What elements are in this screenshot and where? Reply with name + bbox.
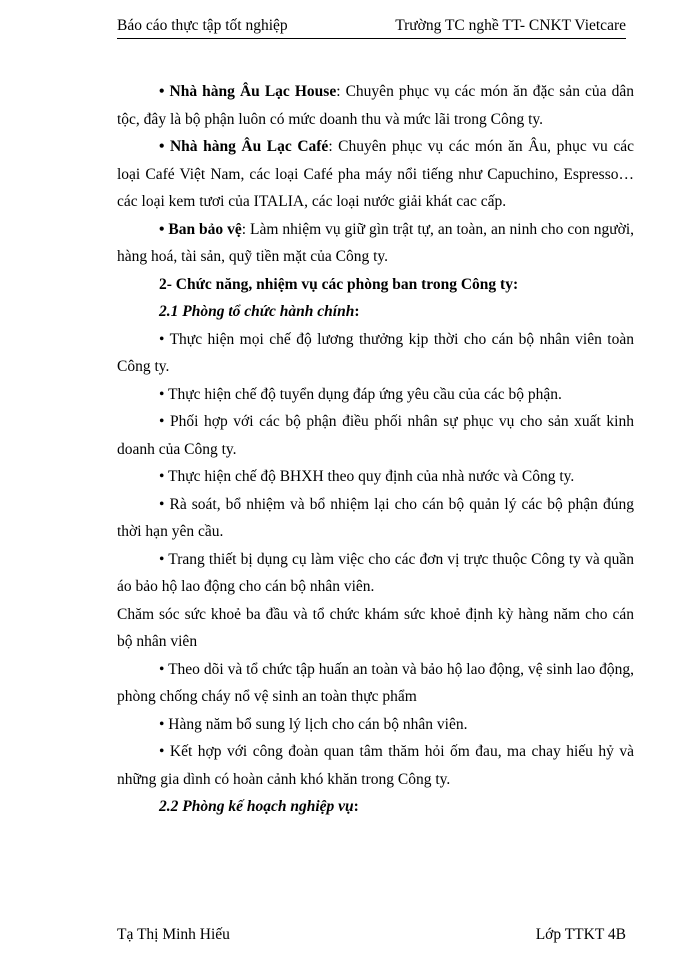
subheading-phong-to-chuc-title: 2.1 Phòng tổ chức hành chính	[159, 303, 355, 320]
paragraph-au-lac-cafe	[117, 133, 634, 216]
footer-author: Tạ Thị Minh Hiếu	[117, 926, 230, 943]
list-item: • Rà soát, bổ nhiệm và bổ nhiệm lại cho cán bộ quản lý các bộ phận đúng thời hạn yên cầu.	[117, 495, 634, 540]
header-report-title: Báo cáo thực tập tốt nghiệp	[117, 17, 288, 34]
list-item: • Kết hợp với công đoàn quan tâm thăm hỏi ốm đau, ma chay hiếu hỷ và những gia dình có hoàn cảnh khó khăn trong Công ty.	[117, 743, 634, 788]
term-au-lac-cafe: • Nhà hàng Âu Lạc Café	[159, 138, 329, 155]
desc-ban-bao-ve: : Làm nhiệm vụ giữ gìn trật tự, an toàn, an ninh cho con người, hàng hoá, tài sản, quỹ tiền mặt của Công ty.	[117, 220, 635, 265]
page-header	[117, 16, 626, 39]
paragraph-ban-bao-ve	[117, 216, 634, 271]
subheading-phong-to-chuc-colon: :	[354, 303, 360, 320]
document-body	[117, 78, 634, 821]
list-item: • Trang thiết bị dụng cụ làm việc cho các đơn vị trực thuộc Công ty và quần áo bảo hộ lao động cho cán bộ nhân viên.	[117, 550, 634, 595]
term-ban-bao-ve: • Ban bảo vệ	[159, 220, 242, 238]
term-au-lac-house: • Nhà hàng Âu Lạc House	[159, 83, 337, 100]
section-heading: 2- Chức năng, nhiệm vụ các phòng ban trong Công ty:	[159, 275, 519, 293]
subheading-phong-ke-hoach	[117, 793, 634, 821]
footer-class: Lớp TTKT 4B	[535, 926, 626, 943]
list-item: • Hàng năm bổ sung lý lịch cho cán bộ nhân viên.	[159, 715, 468, 733]
list-item: • Theo dõi và tổ chức tập huấn an toàn và bảo hộ lao động, vệ sinh lao động, phòng chống cháy nổ vệ sinh an toàn thực phẩm	[117, 660, 634, 705]
subheading-phong-to-chuc	[117, 298, 634, 326]
list-item: • Thực hiện chế độ tuyển dụng đáp ứng yêu cầu của các bộ phận.	[159, 385, 562, 403]
list-item: • Thực hiện mọi chế độ lương thưởng kịp thời cho cán bộ nhân viên toàn Công ty.	[117, 330, 634, 375]
desc-au-lac-cafe: : Chuyên phục vụ các món ăn Âu, phục vu các loại Café Việt Nam, các loại Café pha máy nổi tiếng như Capuchino, Espresso… các loại kem tươi của ITALIA, các loại nước giải khát cac cấp.	[117, 138, 634, 210]
list-item: • Thực hiện chế độ BHXH theo quy định của nhà nước và Công ty.	[159, 468, 575, 485]
plain-paragraph: Chăm sóc sức khoẻ ba đầu và tổ chức khám sức khoẻ định kỳ hàng năm cho cán bộ nhân viên	[117, 605, 634, 650]
paragraph-au-lac-house	[117, 78, 634, 133]
header-school-name: Trường TC nghề TT- CNKT Vietcare	[395, 17, 626, 34]
list-item: • Phối hợp với các bộ phận điều phối nhân sự phục vụ cho sản xuất kinh doanh của Công ty.	[117, 413, 634, 458]
subheading-phong-ke-hoach-colon: :	[353, 798, 359, 815]
subheading-phong-ke-hoach-title: 2.2 Phòng kế hoạch nghiệp vụ	[159, 798, 354, 815]
desc-au-lac-house: : Chuyên phục vụ các món ăn đặc sản của dân tộc, đây là bộ phận luôn có mức doanh thu và mức lãi trong Công ty.	[117, 83, 634, 128]
